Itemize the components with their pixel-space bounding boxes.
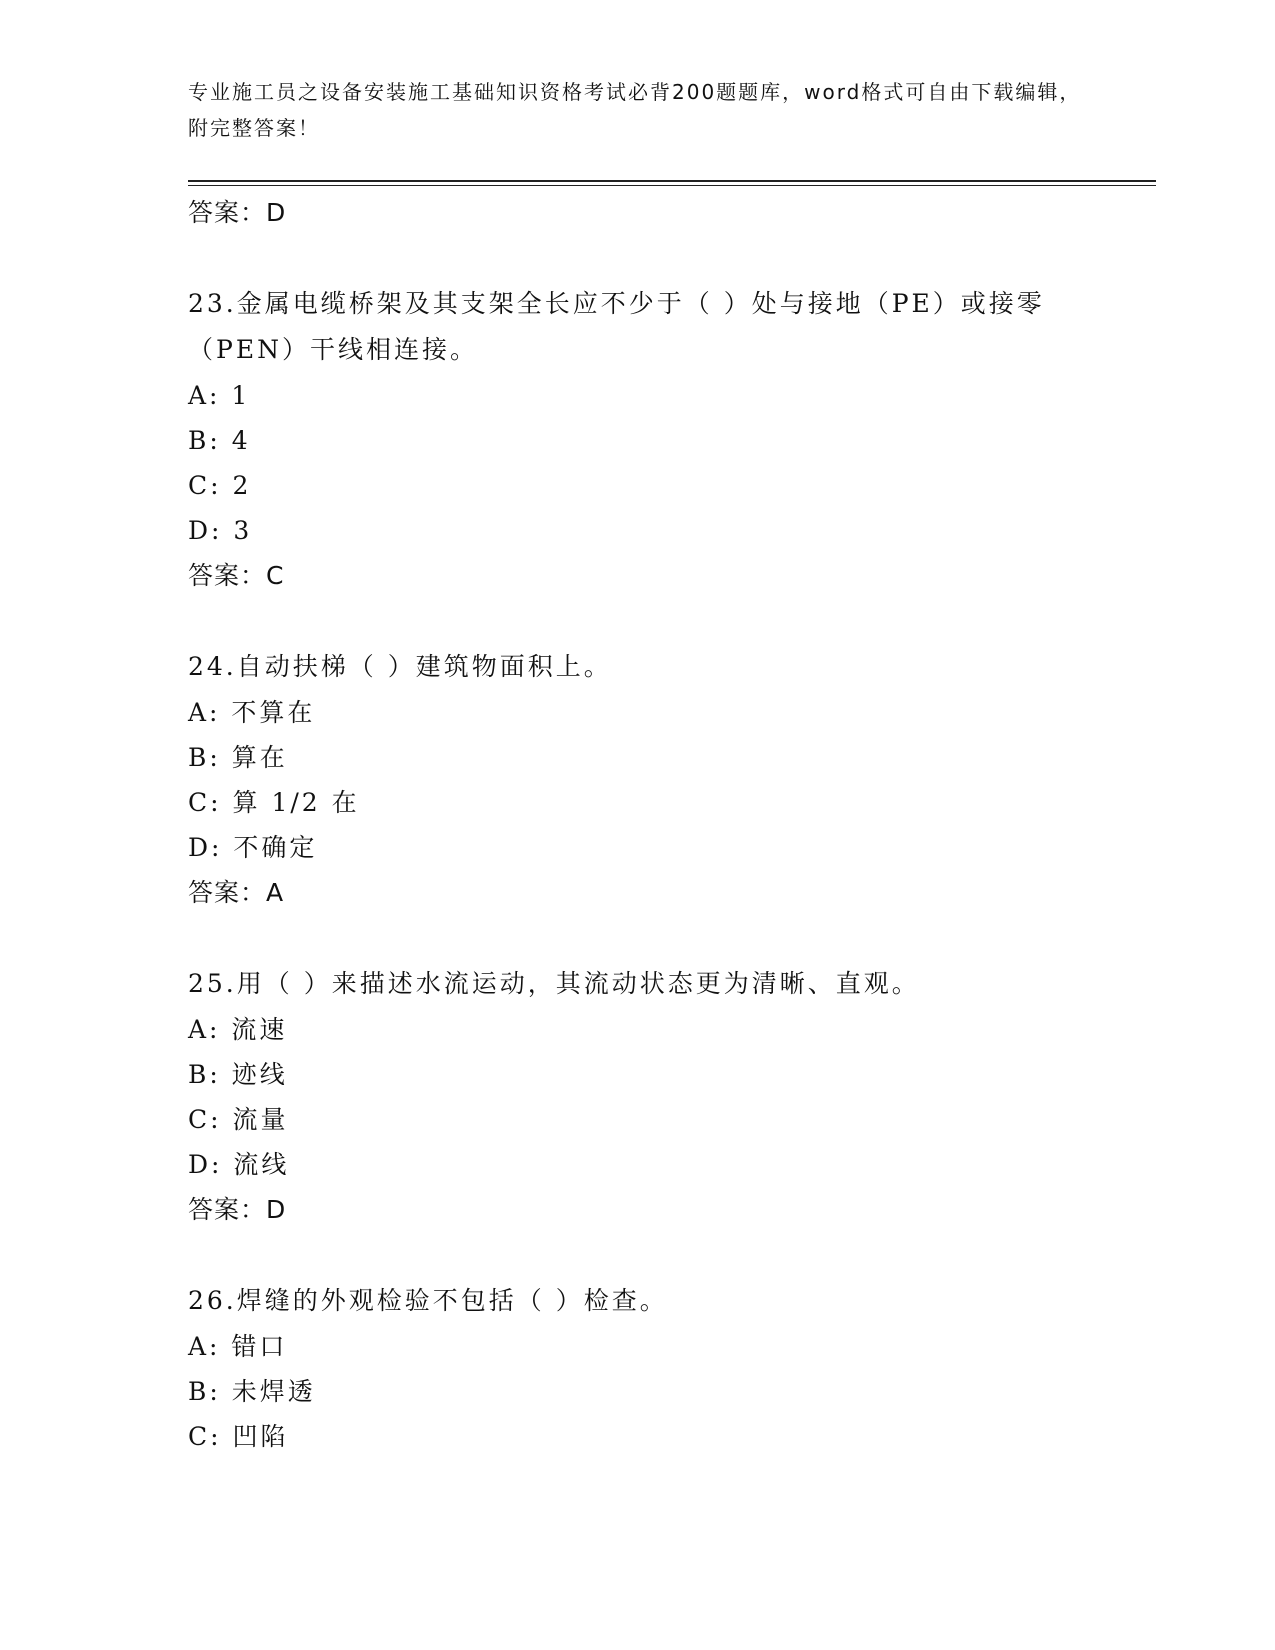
question-25-option-c: C: 流量 <box>188 1105 289 1134</box>
question-26 <box>188 1278 1148 1459</box>
question-24-option-b: B: 算在 <box>188 743 288 772</box>
document-header: 专业施工员之设备安装施工基础知识资格考试必背200题题库，word格式可自由下载编辑，附完整答案！ <box>188 80 1082 140</box>
question-24-option-a: A: 不算在 <box>188 698 316 727</box>
question-26-stem: 26.焊缝的外观检验不包括（ ）检查。 <box>188 1286 668 1315</box>
question-23-option-d: D: 3 <box>188 516 253 545</box>
question-24-stem: 24.自动扶梯（ ）建筑物面积上。 <box>188 652 612 681</box>
answer-22: 答案：D <box>188 198 287 227</box>
question-24-option-c: C: 算 1/2 在 <box>188 788 360 817</box>
question-list <box>188 190 1148 1459</box>
question-25-stem: 25.用（ ）来描述水流运动，其流动状态更为清晰、直观。 <box>188 969 920 998</box>
question-23-option-a: A: 1 <box>188 381 251 410</box>
question-25 <box>188 961 1148 1233</box>
question-24 <box>188 644 1148 916</box>
question-26-option-a: A: 错口 <box>188 1332 288 1361</box>
question-25-option-a: A: 流速 <box>188 1015 288 1044</box>
header-rule-thick <box>188 180 1156 182</box>
answer-23: 答案：C <box>188 561 285 590</box>
question-24-option-d: D: 不确定 <box>188 833 318 862</box>
question-26-option-b: B: 未焊透 <box>188 1377 316 1406</box>
question-23-option-c: C: 2 <box>188 471 252 500</box>
question-23-option-b: B: 4 <box>188 426 251 455</box>
question-26-option-c: C: 凹陷 <box>188 1422 289 1451</box>
question-25-option-b: B: 迹线 <box>188 1060 288 1089</box>
answer-25: 答案：D <box>188 1195 287 1224</box>
question-23 <box>188 281 1148 599</box>
question-23-stem: 23.金属电缆桥架及其支架全长应不少于（ ）处与接地（PE）或接零（PEN）干线相连接。 <box>188 289 1045 364</box>
answer-24: 答案：A <box>188 878 285 907</box>
question-25-option-d: D: 流线 <box>188 1150 290 1179</box>
header-rule-thin <box>188 185 1156 186</box>
